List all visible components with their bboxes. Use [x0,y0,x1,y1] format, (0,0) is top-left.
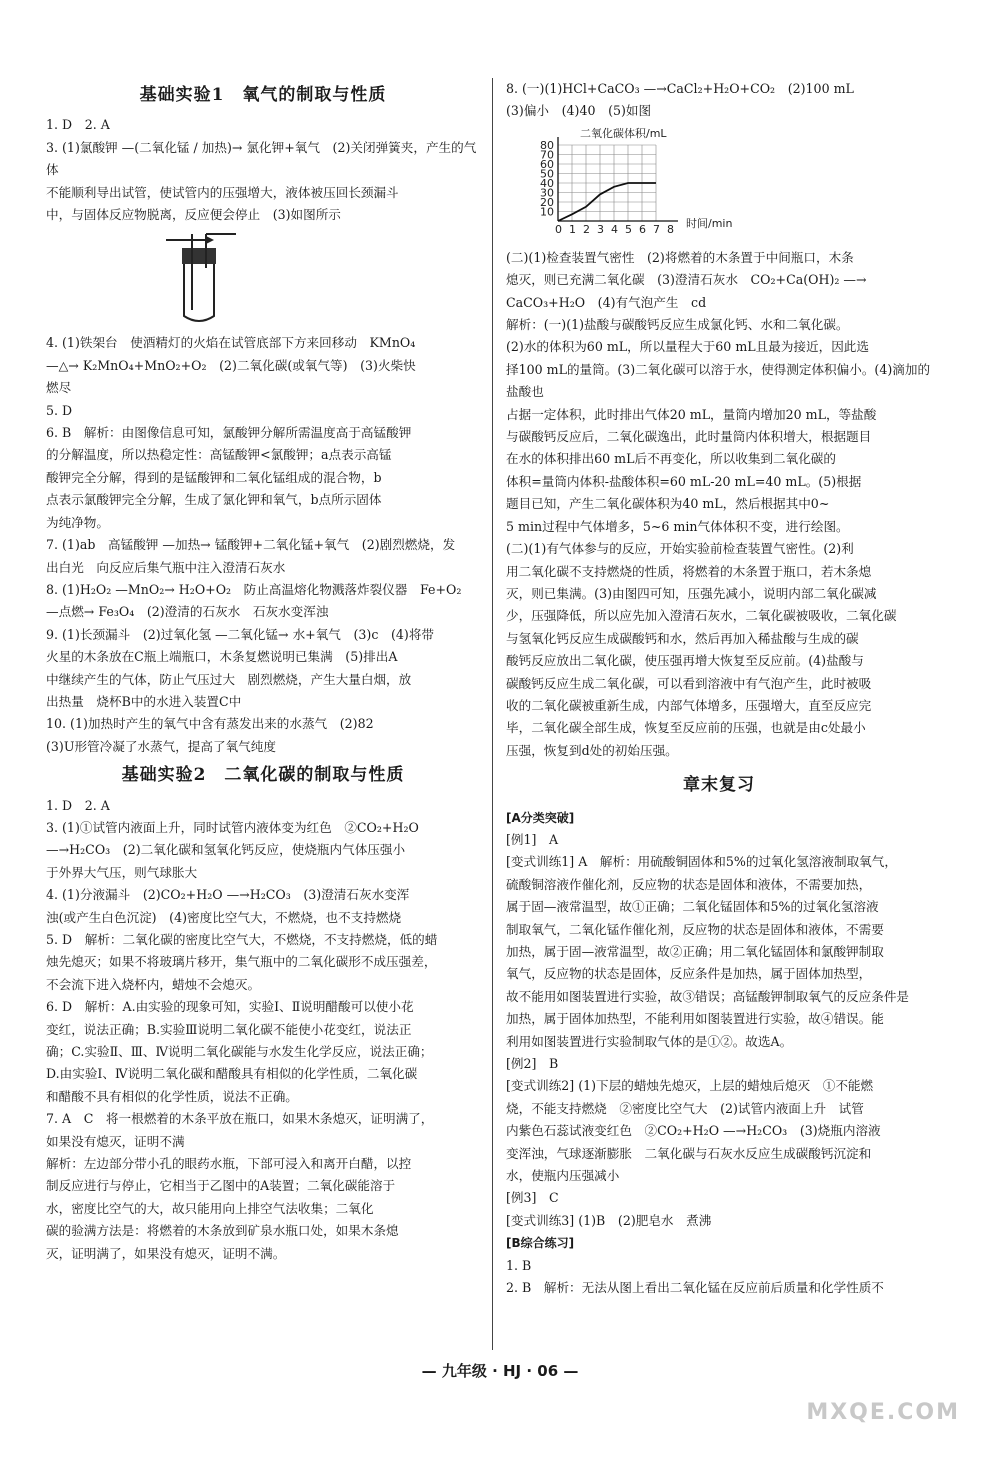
answer-line: 如果没有熄灭，证明不满 [46,1133,185,1149]
answer-line: 碳的验满方法是：将燃着的木条放到矿泉水瓶口处，如果木条熄 [46,1223,399,1239]
answer-line: 不能顺利导出试管，使试管内的压强增大，液体被压回长颈漏斗 [46,184,399,200]
answer-line: 不会流下进入烧杯内，蜡烛不会熄灭。 [46,976,261,992]
answer-line: 氧气，反应物的状态是固体，反应条件是加热，属于固体加热型， [506,966,872,982]
answer-line: (3)偏小 (4)40 (5)如图 [506,103,652,119]
answer-line: 出白光 向反应后集气瓶中注入澄清石灰水 [46,559,286,575]
answer-line: 中，与固体反应物脱离，反应便会停止 (3)如图所示 [46,207,341,223]
answer-line: [变式训练2] (1)下层的蜡烛先熄灭，上层的蜡烛后熄灭 ①不能燃 [506,1078,874,1094]
r1-block [506,78,932,123]
chart-y-tick-label: 10 [540,205,554,219]
answer-line: 8. (1)H₂O₂ —MnO₂→ H₂O+O₂ 防止高温熔化物溅落炸裂仪器 Fe+O₂ [46,581,462,597]
chart-y-tick-label: 30 [540,186,554,200]
answer-line: 占据一定体积，此时排出气体20 mL，量筒内增加20 mL，等盐酸 [506,406,877,422]
answer-line: CaCO₃+H₂O (4)有气泡产生 cd [506,294,707,310]
answer-line: 火星的木条放在C瓶上端瓶口，木条复燃说明已集满 (5)排出A [46,649,398,665]
answer-line: (2)水的体积为60 mL，所以量程大于60 mL且最为接近，因此选 [506,339,869,355]
answer-line: 于外界大气压，则气球胀大 [46,864,198,880]
answer-line: 熄灭，则已充满二氧化碳 (3)澄清石灰水 CO₂+Ca(OH)₂ —→ [506,272,867,288]
answer-line: 灭，则已集满。(3)由图四可知，压强先减小，说明内部二氧化碳减 [506,585,877,601]
chart-y-tick-label: 80 [540,138,554,152]
chart-x-tick-label: 0 [555,222,562,236]
answer-line: (二)(1)有气体参与的反应，开始实验前检查装置气密性。(2)利 [506,541,854,557]
answer-line: 收的二氧化碳被重新生成，内部气体增多，压强增大，直至反应完 [506,697,872,713]
answer-line: —→H₂CO₃ (2)二氧化碳和氢氧化钙反应，使烧瓶内气体压强小 [46,842,406,858]
answer-line: 制反应进行与停止，它相当于乙图中的A装置；二氧化碳能溶于 [46,1178,396,1194]
answer-line: 1. B [506,1257,532,1273]
answer-line: —△→ K₂MnO₄+MnO₂+O₂ (2)二氧化碳(或氧气等) (3)火柴快 [46,357,416,373]
answer-line: 与氢氧化钙反应生成碳酸钙和水，然后再加入稀盐酸与生成的碳 [506,630,859,646]
answer-line: 碳酸钙反应生成二氧化碳，可以看到溶液中有气泡产生，此时被吸 [506,675,872,691]
s2-block [46,795,480,1266]
arrow-head-icon [206,236,214,244]
answer-line: 加热，属于固—液常温型，故②正确；用二氧化锰固体和氯酸钾制取 [506,944,884,959]
answer-line: 内紫色石蕊试液变红色 ②CO₂+H₂O —→H₂CO₃ (3)烧瓶内溶液 [506,1123,881,1139]
answer-line: 属于固—液常温型，故①正确；二氧化锰固体和5%的过氧化氢溶液 [506,899,879,915]
answer-line: 烛先熄灭；如果不将玻璃片移开，集气瓶中的二氧化碳形不成压强差， [46,954,437,970]
chart-x-tick-label: 8 [667,222,674,236]
rubber-stopper [182,248,216,264]
chart-x-tick-label: 1 [569,222,576,236]
watermark: MXQE.COM [806,1400,960,1425]
answer-line: [变式训练3] (1)B (2)肥皂水 煮沸 [506,1212,712,1228]
answer-line: 和醋酸不具有相似的化学性质，说法不正确。 [46,1088,298,1104]
answer-line: 7. (1)ab 高锰酸钾 —加热→ 锰酸钾+二氧化锰+氧气 (2)剧烈燃烧，发 [46,537,456,553]
answer-line: 9. (1)长颈漏斗 (2)过氧化氢 —二氧化锰→ 水+氧气 (3)c (4)将带 [46,626,435,642]
answer-line: 7. A C 将一根燃着的木条平放在瓶口，如果木条熄灭，证明满了， [46,1111,434,1127]
answer-line: 利用如图装置进行实验制取气体的是①②。故选A。 [506,1033,793,1049]
answer-line: 加热，属于固体加热型，不能利用如图装置进行实验，故④错误。能 [506,1011,884,1027]
answer-line: D.由实验Ⅰ、Ⅳ说明二氧化碳和醋酸具有相似的化学性质，二氧化碳 [46,1066,418,1082]
chart-axes [558,137,678,221]
answer-line: 确；C.实验Ⅱ、Ⅲ、Ⅳ说明二氧化碳能与水发生化学反应，说法正确； [46,1044,433,1060]
answer-line: 出热量 烧杯B中的水进入装置C中 [46,693,242,709]
answer-line: 10. (1)加热时产生的氧气中含有蒸发出来的水蒸气 (2)82 [46,716,374,732]
column-divider [492,78,493,1350]
chart-y-tick-label: 70 [540,148,554,162]
test-tube-apparatus-figure [166,228,286,326]
answer-line: 变浑浊，气球逐渐膨胀 二氧化碳与石灰水反应生成碳酸钙沉淀和 [506,1145,872,1161]
chart-x-tick-label: 6 [639,222,646,236]
section-title-review: 章末复习 [683,775,755,796]
chart-y-axis-label: 二氧化碳体积/mL [580,126,667,140]
answer-line: 与碳酸钙反应后，二氧化碳逸出，此时量筒内体积增大，根据题目 [506,429,872,445]
answer-line: [例3] C [506,1190,559,1206]
answer-line: 烧，不能支持燃烧 ②密度比空气大 (2)试管内液面上升 试管 [506,1100,864,1116]
category-label: [A分类突破] [506,810,575,825]
answer-line: 5. D 解析：二氧化碳的密度比空气大，不燃烧，不支持燃烧，低的蜡 [46,932,438,947]
answer-line: (二)(1)检查装置气密性 (2)将燃着的木条置于中间瓶口，木条 [506,249,854,265]
chart-y-tick-label: 50 [540,167,554,181]
s1-block-b [46,332,480,758]
test-tube [184,264,214,321]
chart-x-axis-label: 时间/min [686,216,733,230]
r3-block [506,807,932,1300]
chart-y-tick-label: 60 [540,157,554,171]
chart-x-tick-label: 3 [597,222,604,236]
page-footer: — 九年级 · HJ · 06 — [421,1362,579,1380]
answer-line: 为纯净物。 [46,514,109,530]
answer-line: 4. (1)分液漏斗 (2)CO₂+H₂O —→H₂CO₃ (3)澄清石灰水变浑 [46,887,410,903]
answer-line: 在水的体积排出60 mL后不再变化，所以收集到二氧化碳的 [506,451,836,467]
answer-line: 8. (一)(1)HCl+CaCO₃ —→CaCl₂+H₂O+CO₂ (2)100 mL [506,81,854,96]
chart-x-tick-label: 2 [583,222,590,236]
answer-line: 4. (1)铁架台 使酒精灯的火焰在试管底部下方来回移动 KMnO₄ [46,335,416,351]
answer-line: 灭，证明满了，如果没有熄灭，证明不满。 [46,1245,286,1261]
co2-volume-chart [536,125,736,243]
answer-line: 用二氧化碳不支持燃烧的性质，将燃着的木条置于瓶口，若木条熄 [506,563,872,579]
section-title-co2: 基础实验2 二氧化碳的制取与性质 [121,765,405,786]
answer-line: 1. D 2. A [46,797,110,813]
answer-line: 酸钙反应放出二氧化碳，使压强再增大恢复至反应前。(4)盐酸与 [506,653,864,669]
answer-line: 少，压强降低，所以应先加入澄清石灰水，二氧化碳被吸收，二氧化碳 [506,608,897,624]
category-label: [B综合练习] [506,1236,575,1251]
answer-line: 水，密度比空气的大，故只能用向上排空气法收集；二氧化 [46,1200,374,1216]
answer-line: 解析：(一)(1)盐酸与碳酸钙反应生成氯化钙、水和二氧化碳。 [506,317,849,333]
answer-line: 制取氧气，二氧化锰作催化剂，反应物的状态是固体和液体，不需要 [506,921,884,937]
answer-line: 2. B 解析：无法从图上看出二氧化锰在反应前后质量和化学性质不 [506,1280,884,1296]
answer-line: 毕，二氧化碳全部生成，恢复至反应前的压强，也就是由c处最小 [506,720,866,736]
answer-line: [变式训练1] A 解析：用硫酸铜固体和5%的过氧化氢溶液制取氧气， [506,854,897,870]
answer-line: 6. B 解析：由图像信息可知，氯酸钾分解所需温度高于高锰酸钾 [46,425,412,441]
left-column [46,78,480,1265]
chart-y-tick-label: 40 [540,176,554,190]
chart-x-tick-label: 7 [653,222,660,236]
s1-block-a [46,114,480,226]
answer-line: 1. D 2. A [46,117,110,133]
answer-line: 水，使瓶内压强减小 [506,1168,620,1184]
answer-line: 题目已知，产生二氧化碳体积为40 mL，然后根据其中0~ [506,496,830,512]
right-column [506,78,932,1300]
answer-line: —点燃→ Fe₃O₄ (2)澄清的石灰水 石灰水变浑浊 [46,604,329,620]
chart-x-tick-label: 4 [611,222,618,236]
r2-block [506,247,932,762]
answer-line: 中继续产生的气体，防止气压过大 剧烈燃烧，产生大量白烟，放 [46,671,412,687]
chart-x-tick-label: 5 [625,222,632,236]
answer-line: 3. (1)①试管内液面上升，同时试管内液体变为红色 ②CO₂+H₂O [46,819,419,835]
chart-y-tick-label: 20 [540,195,554,209]
answer-line: 解析：左边部分带小孔的眼药水瓶，下部可浸入和离开白醋，以控 [46,1156,412,1172]
answer-line: 5 min过程中气体增多，5~6 min气体体积不变，进行绘图。 [506,518,849,534]
answer-line: 浊(或产生白色沉淀) (4)密度比空气大，不燃烧，也不支持燃烧 [46,909,402,925]
answer-line: 6. D 解析：A.由实验的现象可知，实验Ⅰ、Ⅱ说明醋酸可以使小花 [46,999,414,1015]
answer-line: 5. D [46,402,73,418]
answer-line: 的分解温度，所以热稳定性：高锰酸钾<氯酸钾；a点表示高锰 [46,447,392,463]
answer-line: 燃尽 [46,380,72,396]
answer-line: (3)U形管冷凝了水蒸气，提高了氧气纯度 [46,738,276,754]
answer-line: [例1] A [506,831,559,847]
answer-line: [例2] B [506,1056,559,1072]
answer-line: 酸钾完全分解，得到的是锰酸钾和二氧化锰组成的混合物，b [46,469,382,485]
answer-line: 故不能用如图装置进行实验，故③错误；高锰酸钾制取氧气的反应条件是 [506,988,909,1004]
section-title-oxygen: 基础实验1 氧气的制取与性质 [139,85,387,105]
answer-line: 择100 mL的量筒。(3)二氧化碳可以溶于水，使得测定体积偏小。(4)滴加的盐酸也 [506,361,931,400]
answer-line: 硫酸铜溶液作催化剂，反应物的状态是固体和液体，不需要加热， [506,876,872,892]
answer-line: 3. (1)氯酸钾 —(二氧化锰 / 加热)→ 氯化钾+氧气 (2)关闭弹簧夹，产生的气体 [46,139,477,178]
answer-line: 压强，恢复到d处的初始压强。 [506,742,678,758]
answer-line: 变红，说法正确；B.实验Ⅲ说明二氧化碳不能使小花变红，说法正 [46,1021,412,1037]
answer-line: 体积=量筒内体积-盐酸体积=60 mL-20 mL=40 mL。(5)根据 [506,473,862,489]
answer-line: 点表示氯酸钾完全分解，生成了氯化钾和氧气，b点所示固体 [46,492,382,508]
